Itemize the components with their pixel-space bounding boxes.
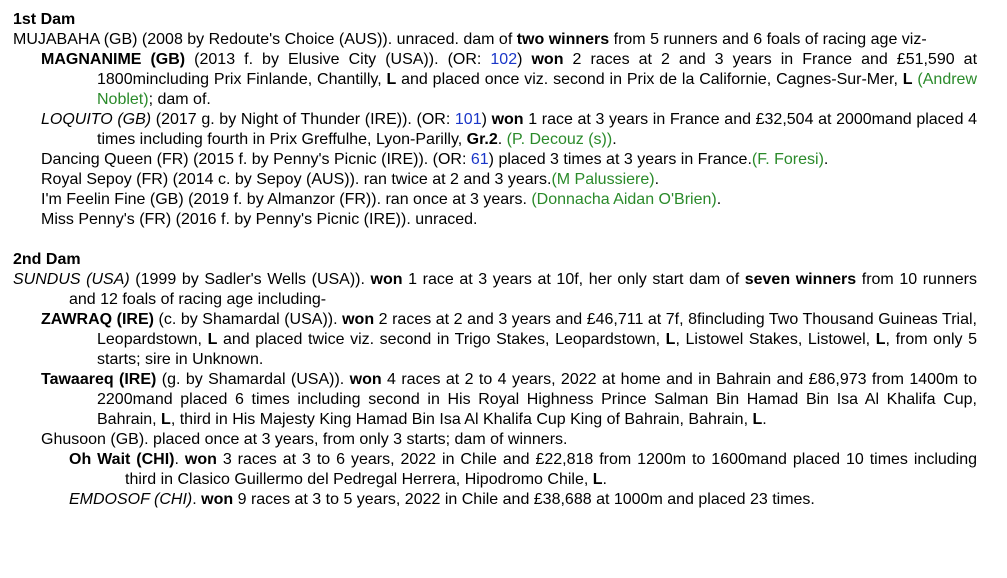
winners-highlight: seven winners <box>744 271 857 288</box>
foal-entry-ghusoon: Ghusoon (GB). placed once at 3 years, from only 3 starts; dam of winners. <box>41 431 568 448</box>
trainer-name: (P. Decouz (s)) <box>506 131 613 148</box>
horse-name: I'm Feelin Fine (GB) <box>41 191 184 208</box>
listed-marker: L <box>902 71 913 88</box>
horse-name: Miss Penny's (FR) <box>41 211 172 228</box>
section-title-1st-dam: 1st Dam <box>13 11 76 28</box>
dam-entry-mujabaha: MUJABAHA (GB) (2008 by Redoute's Choice (AUS)). unraced. dam of two winners from 5 runners and 6 foals of racing age viz- <box>13 31 927 48</box>
horse-name: MUJABAHA (GB) <box>13 31 138 48</box>
listed-marker: L <box>207 331 218 348</box>
grade-marker: Gr.2 <box>466 131 498 148</box>
horse-name: SUNDUS (USA) <box>13 271 130 288</box>
horse-name: Tawaareq (IRE) <box>41 371 157 388</box>
listed-marker: L <box>665 331 676 348</box>
grandfoal-entry-oh-wait: Oh Wait (CHI). won 3 races at 3 to 6 years, 2022 in Chile and £22,818 from 1200m to 1600mand placed 10 times including third in Clasico Guillermo del Pedregal Herrera, Hipodromo Chile, L. <box>69 451 978 488</box>
horse-name: MAGNANIME (GB) <box>41 51 186 68</box>
horse-name: Ghusoon (GB) <box>41 431 145 448</box>
foal-entry-im-feelin-fine: I'm Feelin Fine (GB) (2019 f. by Almanzor (FR)). ran once at 3 years. (Donnacha Aidan O'Brien). <box>41 191 722 208</box>
trainer-name: (Donnacha Aidan O'Brien) <box>531 191 717 208</box>
foal-entry-dancing-queen: Dancing Queen (FR) (2015 f. by Penny's Picnic (IRE)). (OR: 61) placed 3 times at 3 years in France.(F. Foresi). <box>41 151 829 168</box>
foal-entry-magnanime: MAGNANIME (GB) (2013 f. by Elusive City (USA)). (OR: 102) won 2 races at 2 and 3 years in France and £51,590 at 1800mincluding Prix Finlande, Chantilly, L and placed once viz. second in Prix de la Californie, Cagnes-Sur-Mer, L (Andrew Noblet); dam of. <box>41 51 978 108</box>
horse-name: Dancing Queen (FR) <box>41 151 189 168</box>
listed-marker: L <box>386 71 397 88</box>
trainer-name: (M Palussiere) <box>551 171 655 188</box>
horse-name: ZAWRAQ (IRE) <box>41 311 154 328</box>
horse-name: LOQUITO (GB) <box>41 111 152 128</box>
official-rating: 101 <box>454 111 482 128</box>
official-rating: 102 <box>490 51 518 68</box>
winners-highlight: two winners <box>516 31 610 48</box>
listed-marker: L <box>592 471 603 488</box>
trainer-name: (F. Foresi) <box>751 151 824 168</box>
dam-entry-sundus: SUNDUS (USA) (1999 by Sadler's Wells (USA)). won 1 race at 3 years at 10f, her only start dam of seven winners from 10 runners and 12 foals of racing age including- <box>13 271 977 308</box>
foal-entry-royal-sepoy: Royal Sepoy (FR) (2014 c. by Sepoy (AUS)). ran twice at 2 and 3 years.(M Palussiere). <box>41 171 660 188</box>
horse-name: Royal Sepoy (FR) <box>41 171 169 188</box>
foal-entry-loquito: LOQUITO (GB) (2017 g. by Night of Thunder (IRE)). (OR: 101) won 1 race at 3 years in France and £32,504 at 2000mand placed 4 times including fourth in Prix Greffulhe, Lyon-Parilly, Gr.2. (P. Decouz (s)). <box>41 111 978 148</box>
horse-name: Oh Wait (CHI) <box>69 451 175 468</box>
section-title-2nd-dam: 2nd Dam <box>13 251 81 268</box>
section-spacer <box>13 230 977 250</box>
horse-name: EMDOSOF (CHI) <box>69 491 193 508</box>
foal-entry-miss-pennys: Miss Penny's (FR) (2016 f. by Penny's Picnic (IRE)). unraced. <box>41 211 478 228</box>
foal-entry-zawraq: ZAWRAQ (IRE) (c. by Shamardal (USA)). won 2 races at 2 and 3 years and £46,711 at 7f, 8fincluding Two Thousand Guineas Trial, Leopardstown, L and placed twice viz. second in Trigo Stakes, Leopardstown, L, Listowel Stakes, Listowel, L, from only 5 starts; sire in Unknown. <box>41 311 978 368</box>
grandfoal-entry-emdosof: EMDOSOF (CHI). won 9 races at 3 to 5 years, 2022 in Chile and £38,688 at 1000m and placed 23 times. <box>69 491 815 508</box>
listed-marker: L <box>875 331 886 348</box>
foal-entry-tawaareq: Tawaareq (IRE) (g. by Shamardal (USA)). won 4 races at 2 to 4 years, 2022 at home and in Bahrain and £86,973 from 1400m to 2200mand placed 6 times including second in His Royal Highness Prince Salman Bin Hamad Bin Isa Al Khalifa Cup, Bahrain, L, third in His Majesty King Hamad Bin Isa Al Khalifa Cup King of Bahrain, Bahrain, L. <box>41 371 977 428</box>
listed-marker: L <box>752 411 763 428</box>
listed-marker: L <box>161 411 171 428</box>
trainer-name: (Andrew Noblet) <box>97 71 977 108</box>
official-rating: 61 <box>470 151 489 168</box>
